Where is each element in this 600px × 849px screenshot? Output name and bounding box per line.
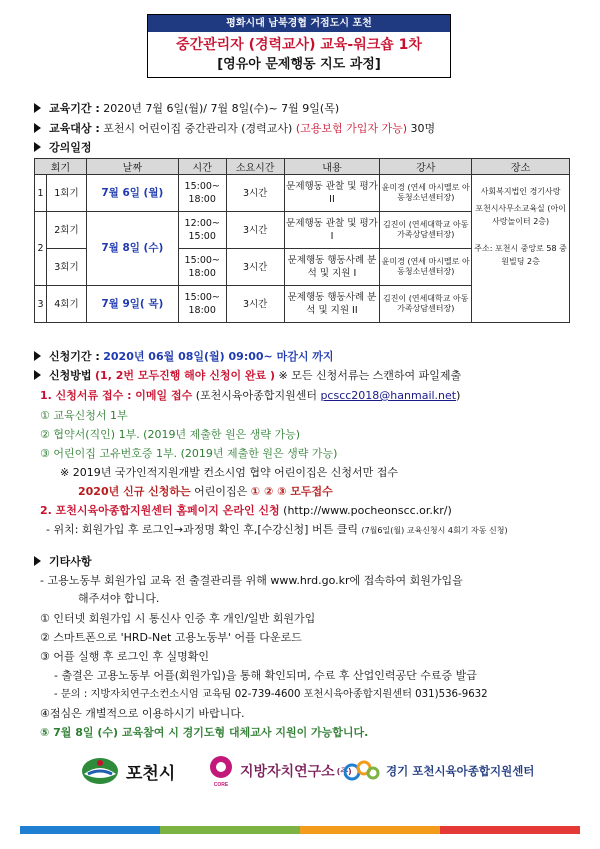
education-target-count: 30명 <box>410 122 436 135</box>
pocheon-logo <box>80 756 175 786</box>
education-period-value: 2020년 7월 6일(월)/ 7월 8일(수)~ 7월 9일(목) <box>103 102 340 115</box>
others-l3: ① 인터넷 회원가입 시 통신사 인증 후 개인/일반 회원가입 <box>40 612 316 625</box>
education-period <box>34 102 339 116</box>
arrow-right-icon <box>34 142 41 152</box>
session-duration: 3시간 <box>226 249 284 286</box>
others-l9: ⑤ 7월 8일 (수) 교육참여 시 경기도형 대체교사 지원이 가능합니다. <box>40 726 369 739</box>
page-subtitle: [영유아 문제행동 지도 과정] <box>217 57 381 72</box>
new-2020-b: 어린이집은 <box>194 485 248 498</box>
others-l2: 해주셔야 합니다. <box>78 592 160 605</box>
application-period <box>34 350 334 364</box>
location-note: (7월6일(월) 교육신청시 4회기 자동 신청) <box>361 526 508 535</box>
doc-2: ② 협약서(직인) 1부. (2019년 제출한 원은 생략 가능) <box>40 428 301 441</box>
pocheon-emblem-icon <box>80 756 120 786</box>
bar-segment-blue <box>20 826 160 834</box>
session-date: 7월 9일( 목) <box>86 286 178 323</box>
schedule-title: 강의일정 <box>49 141 92 154</box>
arrow-right-icon <box>34 123 41 133</box>
arrow-right-icon <box>34 556 41 566</box>
doc-1: ① 교육신청서 1부 <box>40 409 128 422</box>
session-time: 15:00~ 18:00 <box>178 175 226 212</box>
header-cell-duration: 소요시간 <box>226 159 284 175</box>
application-method-note: (1, 2번 모두진행 해야 신청이 완료 ) <box>95 369 276 382</box>
center-logo <box>344 758 534 784</box>
session-instructor: 윤미경 (연세 마시멜로 아동청소년센터장) <box>380 249 472 286</box>
session-instructor: 윤미경 (연세 마시멜로 아동청소년센터장) <box>380 175 472 212</box>
session-content: 문제행동 행동사례 분석 및 지원 I <box>284 249 380 286</box>
session-date: 7월 8일 (수) <box>86 212 178 286</box>
session-instructor: 김진이 (연세대학교 아동가족상담센터장) <box>380 212 472 249</box>
place-cell <box>472 175 570 323</box>
session-label: 1회기 <box>46 175 86 212</box>
local-gov-suffix: (주) <box>336 766 352 776</box>
education-target-note: (고용보험 가입자 가능) <box>295 122 408 135</box>
session-duration: 3시간 <box>226 175 284 212</box>
session-content: 문제행동 관찰 및 평가 I <box>284 212 380 249</box>
center-logo-text: 경기 포천시육아종합지원센터 <box>386 764 535 778</box>
new-2020-note <box>78 485 333 499</box>
new-2020-a: 2020년 신규 신청하는 <box>78 485 191 498</box>
location-line <box>46 523 508 538</box>
schedule-heading <box>34 141 92 155</box>
application-period-value: 2020년 06월 08일(월) 09:00~ 마감시 까지 <box>103 350 334 363</box>
email-submission <box>40 389 460 403</box>
others-l5: ③ 어플 실행 후 로그인 후 실명확인 <box>40 650 209 663</box>
others-l8: ④점심은 개별적으로 이용하시기 바랍니다. <box>40 707 245 720</box>
page-title: 중간관리자 (경력교사) 교육-워크숍 1차 <box>176 37 422 53</box>
bottom-color-bar <box>20 826 580 834</box>
local-gov-logo-text: 지방자치연구소 <box>240 764 335 780</box>
item1-close: ) <box>456 389 461 402</box>
session-time: 15:00~ 18:00 <box>178 249 226 286</box>
svg-text:CORE: CORE <box>213 782 229 788</box>
others-label: 기타사항 <box>49 555 92 568</box>
header-box <box>147 14 451 78</box>
session-time: 15:00~ 18:00 <box>178 286 226 323</box>
application-method <box>34 369 461 383</box>
table-row <box>35 175 570 212</box>
application-period-label: 신청기간 : <box>49 350 100 363</box>
header-cell-time: 시간 <box>178 159 226 175</box>
session-label: 2회기 <box>46 212 86 249</box>
education-target-label: 교육대상 : <box>49 122 100 135</box>
session-time: 12:00~ 15:00 <box>178 212 226 249</box>
others-heading <box>34 555 92 569</box>
application-method-label: 신청방법 <box>49 369 92 382</box>
header-top-line: 평화시대 남북경협 거점도시 포천 <box>148 15 450 32</box>
others-l7: - 문의 : 지방자치연구소컨소시엄 교육팀 02-739-4600 포천시육아종합지원센터 031)536-9632 <box>54 689 488 700</box>
schedule-table <box>34 158 570 323</box>
local-gov-emblem-icon <box>208 754 234 788</box>
education-target <box>34 122 435 136</box>
header-cell-date: 날짜 <box>86 159 178 175</box>
place-line2: 포천시사무소교육실 (아이사랑놀이터 2층) <box>475 204 566 226</box>
local-gov-logo <box>208 754 352 788</box>
others-l4: ② 스마트폰으로 'HRD-Net 고용노동부' 어플 다운로드 <box>40 631 302 644</box>
education-target-value: 포천시 어린이집 중간관리자 (경력교사) <box>103 122 293 135</box>
session-instructor: 김진이 (연세대학교 아동가족상담센터장) <box>380 286 472 323</box>
online-application <box>40 504 452 518</box>
arrow-right-icon <box>34 351 41 361</box>
logo-row <box>0 752 600 792</box>
header-cell-place: 장소 <box>472 159 570 175</box>
session-duration: 3시간 <box>226 286 284 323</box>
table-header-row <box>35 159 570 175</box>
note-2019: ※ 2019년 국가인적지원개발 컨소시엄 협약 어린이집은 신청서만 접수 <box>60 466 398 479</box>
item1-org: (포천시육아종합지원센터 <box>195 389 317 402</box>
education-period-label: 교육기간 : <box>49 102 100 115</box>
session-content: 문제행동 행동사례 분석 및 지원 II <box>284 286 380 323</box>
session-content: 문제행동 관찰 및 평가 II <box>284 175 380 212</box>
header-cell-content: 내용 <box>284 159 380 175</box>
pocheon-logo-text: 포천시 <box>126 763 176 784</box>
others-l1: - 고용노동부 회원가입 교육 전 출결관리를 위해 www.hrd.go.kr에 접속하여 회원가입을 <box>40 574 463 587</box>
group-number: 1 <box>35 175 47 212</box>
doc-3: ③ 어린이집 고유번호증 1부. (2019년 제출한 원은 생략 가능) <box>40 447 338 460</box>
others-l6: - 출결은 고용노동부 어플(회원가입)을 통해 확인되며, 수료 후 산업인력공단 수료증 발급 <box>54 669 477 682</box>
item2-title: 2. 포천시육아종합지원센터 홈페이지 온라인 신청 <box>40 504 280 517</box>
session-date: 7월 6일 (월) <box>86 175 178 212</box>
item2-url[interactable]: (http://www.pocheonscc.or.kr/) <box>283 504 452 517</box>
application-method-remark: ※ 모든 신청서류는 스캔하여 파일제출 <box>278 369 462 382</box>
location-text: - 위치: 회원가입 후 로그인→과정명 확인 후,[수강신청] 버튼 클릭 <box>46 523 358 536</box>
group-number: 2 <box>35 212 47 286</box>
place-line3: 주소: 포천시 중앙로 58 중원빌딩 2층 <box>474 244 567 266</box>
session-label: 3회기 <box>46 249 86 286</box>
header-cell-instructor: 강사 <box>380 159 472 175</box>
group-number: 3 <box>35 286 47 323</box>
place-line1: 사회복지법인 경기사랑 <box>480 187 561 196</box>
bar-segment-green <box>160 826 300 834</box>
arrow-right-icon <box>34 370 41 380</box>
header-cell-session: 회기 <box>35 159 87 175</box>
bar-segment-orange <box>300 826 440 834</box>
new-2020-c: ① ② ③ 모두접수 <box>250 485 333 498</box>
bar-segment-red <box>440 826 580 834</box>
email-link[interactable]: pcscc2018@hanmail.net <box>320 389 457 402</box>
session-label: 4회기 <box>46 286 86 323</box>
arrow-right-icon <box>34 103 41 113</box>
session-duration: 3시간 <box>226 212 284 249</box>
center-emblem-icon <box>344 758 380 784</box>
item1-title: 1. 신청서류 접수 : 이메일 접수 <box>40 389 193 402</box>
